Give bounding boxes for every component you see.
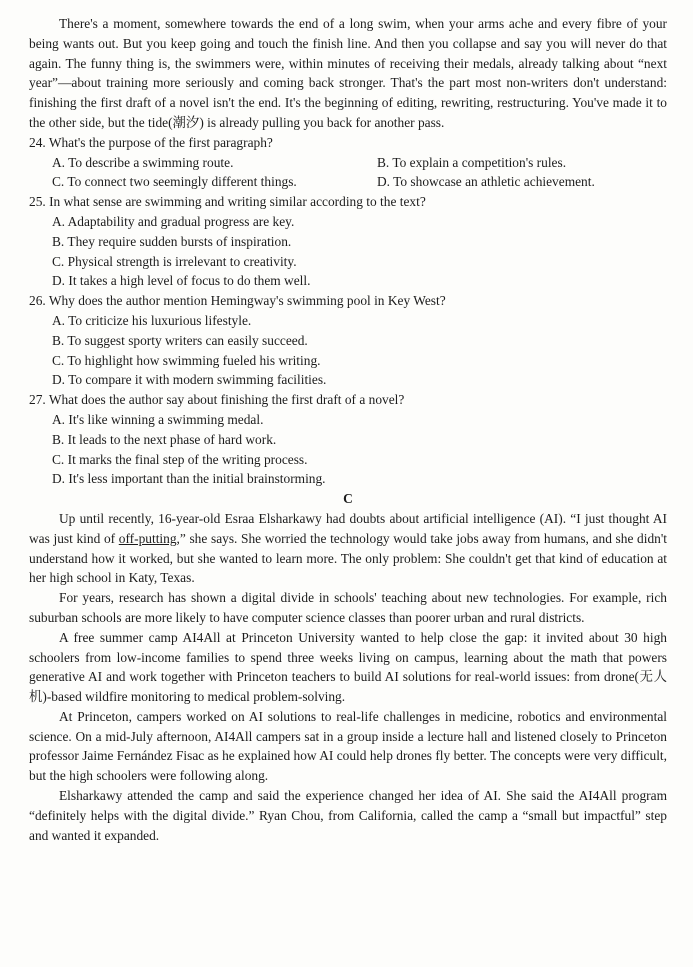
option-a[interactable]: A. Adaptability and gradual progress are key.	[52, 213, 295, 229]
question-stem: 24. What's the purpose of the first paragraph?	[29, 134, 273, 150]
option-a[interactable]: A. To describe a swimming route.	[52, 154, 234, 170]
underlined-word: off-putting	[118, 530, 177, 546]
option-d[interactable]: D. To compare it with modern swimming facilities.	[52, 372, 327, 388]
question-25	[29, 192, 667, 291]
section-c-heading: C	[343, 491, 353, 507]
option-c[interactable]: C. It marks the final step of the writing process.	[52, 451, 308, 467]
option-c[interactable]: C. Physical strength is irrelevant to creativity.	[52, 253, 297, 269]
option-b[interactable]: B. To suggest sporty writers can easily succeed.	[52, 332, 308, 348]
option-b[interactable]: B. They require sudden bursts of inspiration.	[52, 233, 292, 249]
p1-text-before: Up until recently, 16-year-old Esraa Elsharkawy had doubts about artificial intelligence (AI). “I just thought AI was just kind of	[29, 510, 667, 546]
option-b[interactable]: B. It leads to the next phase of hard work.	[52, 431, 277, 447]
question-24	[29, 133, 667, 192]
section-c-paragraph-1	[29, 509, 667, 588]
section-c-paragraph-3: A free summer camp AI4All at Princeton University wanted to help close the gap: it invited about 30 high schoolers from low-income families to spend three weeks living on campus, learning about the math that powers generative AI and work together with Princeton teachers to build AI solutions for real-world issues: from drone(无人机)-based wildfire monitoring to medical problem-solving.	[29, 629, 667, 705]
section-c-paragraph-5: Elsharkawy attended the camp and said the experience changed her idea of AI. She said the AI4All program “definitely helps with the digital divide.” Ryan Chou, from California, called the camp a “small but impactful” step and wanted it expanded.	[29, 788, 667, 843]
question-27	[29, 390, 667, 489]
option-a[interactable]: A. To criticize his luxurious lifestyle.	[52, 312, 252, 328]
option-c[interactable]: C. To highlight how swimming fueled his writing.	[52, 352, 321, 368]
section-c-paragraph-2: For years, research has shown a digital divide in schools' teaching about new technologies. For example, rich suburban schools are more likely to have computer science classes than poorer urban and rural districts.	[29, 590, 667, 625]
question-26	[29, 291, 667, 390]
option-a[interactable]: A. It's like winning a swimming medal.	[52, 411, 264, 427]
section-c-paragraph-4: At Princeton, campers worked on AI solutions to real-life challenges in medicine, robotics and environmental science. On a mid-July afternoon, AI4All campers sat in a group inside a lecture hall and listened closely to Princeton professor Jaime Fernández Fisac as he explained how AI could help drones fly better. The concepts were very difficult, but the high schoolers were following along.	[29, 708, 667, 784]
passage-b-final-paragraph: There's a moment, somewhere towards the end of a long swim, when your arms ache and every fibre of your being wants out. But you keep going and touch the finish line. And then you collapse and say you will never do that again. The funny thing is, the swimmers were, within minutes of receiving their medals, already talking about “next year”—about training more seriously and coming back stronger. That's the part most non-writers don't understand: finishing the first draft of a novel isn't the end. It's the beginning of editing, rewriting, restructuring. You've made it to the other side, but the tide(潮汐) is already pulling you back for another pass.	[29, 16, 667, 130]
option-c[interactable]: C. To connect two seemingly different things.	[52, 174, 297, 190]
option-d[interactable]: D. It takes a high level of focus to do them well.	[52, 273, 311, 289]
question-stem: 25. In what sense are swimming and writing similar according to the text?	[29, 194, 426, 210]
p1-text-after: ,” she says. She worried the technology would take jobs away from humans, and she didn't understand how it worked, but she wanted to learn more. The only problem: She couldn't get that kind of education at her high school in Katy, Texas.	[29, 530, 667, 586]
option-d[interactable]: D. It's less important than the initial brainstorming.	[52, 471, 326, 487]
question-stem: 26. Why does the author mention Hemingway's swimming pool in Key West?	[29, 293, 446, 309]
option-d[interactable]: D. To showcase an athletic achievement.	[377, 174, 595, 190]
option-b[interactable]: B. To explain a competition's rules.	[377, 154, 567, 170]
question-stem: 27. What does the author say about finishing the first draft of a novel?	[29, 392, 405, 408]
